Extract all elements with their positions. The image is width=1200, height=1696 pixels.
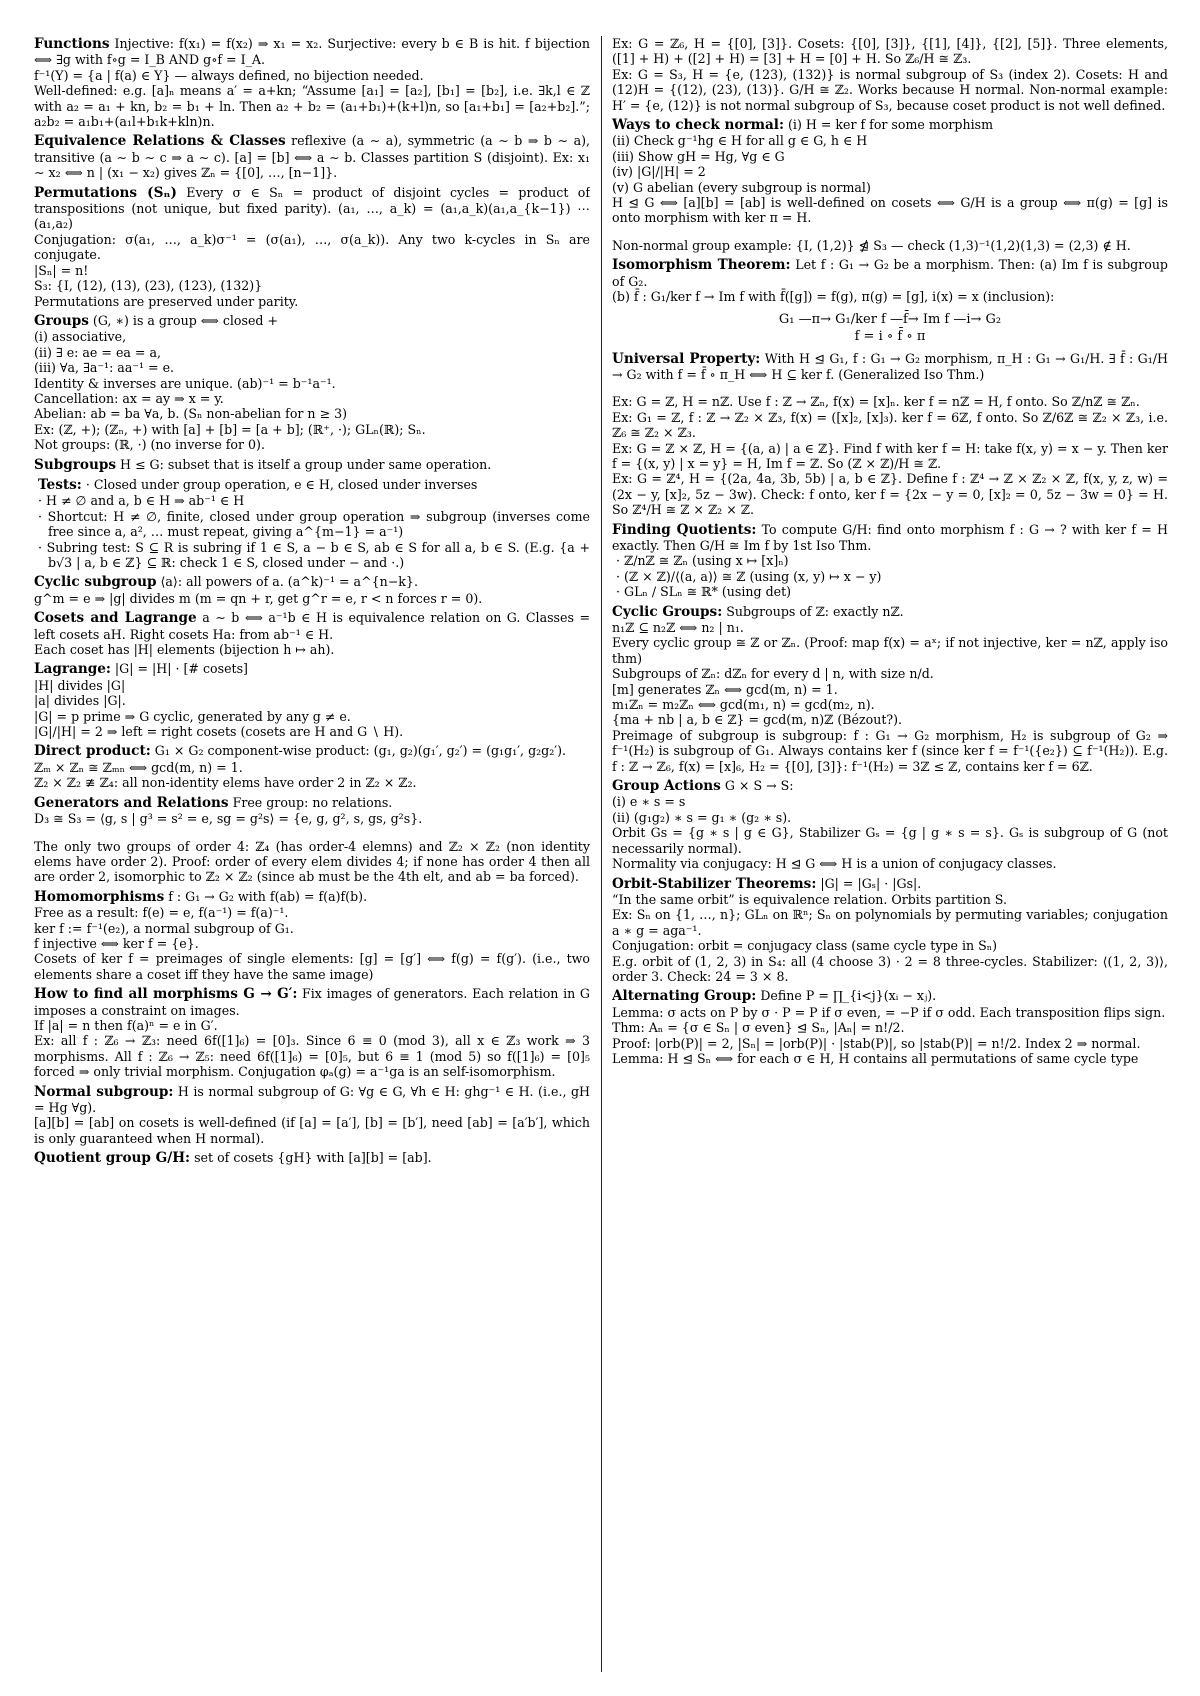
text-line	[612, 1005, 1168, 1020]
line-text: Lemma: H ⊴ Sₙ ⟺ for each σ ∈ H, H contains all permutations of same cycle type	[612, 1050, 1139, 1066]
text-line	[612, 825, 1168, 856]
line-text: Free as a result: f(e) = e, f(a⁻¹) = f(a)⁻¹.	[34, 905, 289, 921]
line-text: (b) f̄ : G₁/ker f → Im f with f̄([g]) = f(g), π(g) = [g], i(x) = x (inclusion):	[612, 289, 1055, 305]
text-line	[34, 437, 590, 452]
text-line	[612, 584, 1168, 599]
line-text: |Sₙ| = n!	[34, 262, 89, 278]
line-text: Identity & inverses are unique. (ab)⁻¹ = b⁻¹a⁻¹.	[34, 375, 336, 391]
line-text: Well-defined: e.g. [a]ₙ means a′ = a+kn; “Assume [a₁] = [a₂], [b₁] = [b₂], i.e. ∃k,l ∈ ℤ with a₂ = a₁ + kn, b₂ = b₁ + ln. Then a₂ + b₂ = (a₁+b₁)+(k+l)n, so [a₁+b₁] = [a₂+b₂].”; a₂b₂ = a₁b₁+(a₁l+b₁k+kln)n.	[34, 83, 590, 130]
line-text: H is normal subgroup of G: ∀g ∈ G, ∀h ∈ H: ghg⁻¹ ∈ H. (i.e., gH = Hg ∀g).	[34, 1083, 590, 1115]
section-tests	[34, 477, 590, 570]
spacer	[34, 827, 590, 839]
text-line	[34, 133, 590, 180]
line-text: Cosets of ker f = preimages of single elements: [g] = [g′] ⟺ f(g) = f(g′). (i.e., two elements share a coset iff they have the same image)	[34, 951, 590, 982]
left-column	[34, 36, 590, 1672]
line-text: G₁ × G₂ component-wise product: (g₁, g₂)(g₁′, g₂′) = (g₁g₁′, g₂g₂′).	[154, 743, 567, 759]
text-line	[612, 1036, 1168, 1051]
line-text: ℤₘ × ℤₙ ≅ ℤₘₙ ⟺ gcd(m, n) = 1.	[34, 759, 243, 775]
line-text: Thm: Aₙ = {σ ∈ Sₙ | σ even} ⊴ Sₙ, |Aₙ| = n!/2.	[612, 1020, 905, 1036]
text-line	[34, 457, 590, 473]
text-line	[34, 775, 590, 790]
line-text: [m] generates ℤₙ ⟺ gcd(m, n) = 1.	[612, 681, 838, 697]
line-text: Ex: G = ℤ × ℤ, H = {(a, a) | a ∈ ℤ}. Find f with ker f = H: take f(x, y) = x − y. Then ker f = {(x, y) | x = y} = H, Im f = ℤ. So (ℤ × ℤ)/H ≅ ℤ.	[612, 440, 1168, 471]
section-heading: Direct product:	[34, 743, 151, 760]
text-line	[34, 951, 590, 982]
line-text: Not groups: (ℝ, ·) (no inverse for 0).	[34, 437, 265, 453]
line-text: f⁻¹(Y) = {a | f(a) ∈ Y} — always defined, no bijection needed.	[34, 67, 424, 83]
section-untitled	[612, 36, 1168, 113]
section-heading: Tests:	[38, 476, 82, 493]
text-line	[612, 938, 1168, 953]
line-text: Abelian: ab = ba ∀a, b. (Sₙ non-abelian for n ≥ 3)	[34, 406, 348, 422]
text-line	[612, 238, 1168, 253]
section-equivalence-relations-classes	[34, 133, 590, 180]
line-text: S₃: {I, (12), (13), (23), (123), (132)}	[34, 278, 263, 294]
line-text: D₃ ≅ S₃ = ⟨g, s | g³ = s² = e, sg = g²s⟩ = {e, g, g², s, gs, g²s}.	[34, 811, 423, 827]
line-text: H ≤ G: subset that is itself a group under same operation.	[120, 456, 492, 472]
section-heading: Groups	[34, 312, 89, 329]
text-line	[34, 345, 590, 360]
line-text: Each coset has |H| elements (bijection h ↦ ah).	[34, 642, 335, 658]
text-line	[34, 83, 590, 129]
line-text: (iii) Show gH = Hg, ∀g ∈ G	[612, 148, 785, 164]
text-line	[612, 988, 1168, 1004]
text-line	[612, 876, 1168, 892]
text-line	[34, 232, 590, 263]
text-line	[34, 1033, 590, 1079]
section-heading: Generators and Relations	[34, 794, 229, 811]
section-heading: Equivalence Relations & Classes	[34, 133, 286, 150]
text-line	[612, 604, 1168, 620]
text-line	[34, 642, 590, 657]
line-text: To compute G/H: find onto morphism f : G → ? with ker f = H exactly. Then G/H ≅ Im f by 1st Iso Thm.	[612, 521, 1168, 553]
section-heading: Normal subgroup:	[34, 1083, 174, 1100]
section-heading: Finding Quotients:	[612, 521, 757, 538]
section-heading: Isomorphism Theorem:	[612, 257, 791, 274]
line-text: · H ≠ ∅ and a, b ∈ H ⇒ ab⁻¹ ∈ H	[38, 493, 245, 509]
section-heading: Group Actions	[612, 778, 721, 795]
text-line	[34, 661, 590, 677]
line-text: Ex: G = S₃, H = {e, (123), (132)} is normal subgroup of S₃ (index 2). Cosets: H and (12)H = {(12), (23), (13)}. G/H ≅ ℤ₂. Works because H normal. Non-normal example: H′ = {e, (12)} is not normal subgroup of S₃, because coset product is not well defined.	[612, 66, 1168, 113]
section-heading: Alternating Group:	[612, 988, 757, 1005]
line-text: The only two groups of order 4: ℤ₄ (has order-4 elemns) and ℤ₂ × ℤ₂ (non identity elems have order 2). Proof: order of every elem divides 4; if none has order 4 then all are order 2, isomorphic to ℤ₂ × ℤ₂ (since ab must be the 4th elt, and ab = ba forced).	[34, 838, 590, 885]
spacer	[612, 226, 1168, 238]
line-text: |G| = |H| · [# cosets]	[114, 661, 248, 677]
text-line	[34, 760, 590, 775]
section-groups	[34, 313, 590, 453]
section-heading: Cosets and Lagrange	[34, 610, 197, 627]
line-text: Let f : G₁ → G₂ be a morphism. Then: (a) Im f is subgroup of G₂.	[612, 257, 1168, 289]
text-line	[34, 406, 590, 421]
text-line	[34, 493, 590, 508]
line-text: |H| divides |G|	[34, 677, 126, 693]
text-line	[612, 195, 1168, 226]
line-text: Define P = ∏_{i<j}(xᵢ − xⱼ).	[760, 988, 937, 1004]
line-text: ker f := f⁻¹(e₂), a normal subgroup of G₁.	[34, 920, 294, 936]
section-heading: Ways to check normal:	[612, 117, 784, 134]
section-heading: Subgroups	[34, 456, 116, 473]
line-text: |a| divides |G|.	[34, 693, 126, 709]
line-text: (iii) ∀a, ∃a⁻¹: aa⁻¹ = e.	[34, 360, 175, 376]
line-text: f : G₁ → G₂ with f(ab) = f(a)f(b).	[168, 888, 368, 904]
text-line	[34, 329, 590, 344]
section-heading: Cyclic Groups:	[612, 603, 723, 620]
text-line	[612, 67, 1168, 113]
line-text: · Subring test: S ⊆ R is subring if 1 ∈ S, a − b ∈ S, ab ∈ S for all a, b ∈ S. (E.g. {a + b√3 | a, b ∈ ℤ} ⊆ ℝ: check 1 ∈ S, closed under − and ·.)	[38, 539, 590, 570]
line-text: (iv) |G|/|H| = 2	[612, 164, 706, 180]
diagram-composition: f = i ∘ f̄ ∘ π	[854, 328, 926, 344]
line-text: Subgroups of ℤₙ: dℤₙ for every d | n, with size n/d.	[612, 666, 934, 682]
text-line	[34, 68, 590, 83]
text-line	[612, 257, 1168, 289]
text-line	[612, 522, 1168, 554]
section-heading: Functions	[34, 36, 110, 52]
line-text: Lemma: σ acts on P by σ · P = P if σ even, = −P if σ odd. Each transposition flips sign.	[612, 1004, 1166, 1020]
line-text: Subgroups of ℤ: exactly nℤ.	[726, 603, 904, 619]
line-text: With H ⊴ G₁, f : G₁ → G₂ morphism, π_H : G₁ → G₁/H. ∃ f̄ : G₁/H → G₂ with f = f̄ ∘ π_H ⟺ H ⊆ ker f. (Generalized Iso Thm.)	[612, 350, 1168, 382]
text-line	[612, 666, 1168, 681]
line-text: Conjugation: σ(a₁, …, a_k)σ⁻¹ = (σ(a₁), …, σ(a_k)). Any two k-cycles in Sₙ are conjugate.	[34, 231, 590, 263]
line-text: G × S → S:	[724, 778, 794, 794]
text-line	[34, 986, 590, 1018]
text-line	[612, 180, 1168, 195]
text-line	[34, 391, 590, 406]
text-line	[612, 36, 1168, 67]
section-group-actions	[612, 778, 1168, 871]
line-text: Ex: all f : ℤ₆ → ℤ₃: need 6f([1]₆) = [0]₃. Since 6 ≡ 0 (mod 3), all x ∈ ℤ₃ work ⇒ 3 morphisms. All f : ℤ₆ → ℤ₅: need 6f([1]₆) = [0]₅, but 6 ≡ 1 (mod 5) so f([1]₆) = [0]₅ forced ⇒ only trivial morphism. Conjugation φₐ(g) = a⁻¹ga is an self-isomorphism.	[34, 1033, 590, 1080]
section-heading: Universal Property:	[612, 350, 761, 367]
text-line	[34, 263, 590, 278]
text-line	[34, 540, 590, 571]
line-text: (v) G abelian (every subgroup is normal)	[612, 179, 871, 195]
text-line	[34, 1018, 590, 1033]
text-line	[34, 422, 590, 437]
text-line	[34, 610, 590, 642]
section-functions	[34, 36, 590, 129]
line-text: set of cosets {gH} with [a][b] = [ab].	[194, 1150, 432, 1166]
text-line	[34, 574, 590, 590]
column-divider	[601, 36, 602, 1672]
text-line	[612, 133, 1168, 148]
text-line	[34, 509, 590, 540]
text-line	[612, 682, 1168, 697]
line-text: m₁ℤₙ = m₂ℤₙ ⟺ gcd(m₁, n) = gcd(m₂, n).	[612, 697, 875, 713]
text-line	[34, 693, 590, 708]
text-line	[612, 289, 1168, 304]
text-line	[34, 278, 590, 293]
line-text: If |a| = n then f(a)ⁿ = e in G′.	[34, 1017, 218, 1033]
section-heading: Orbit-Stabilizer Theorems:	[612, 875, 817, 892]
line-text: H ⊴ G ⟺ [a][b] = [ab] is well-defined on cosets ⟺ G/H is a group ⟺ π(g) = [g] is onto morphism with ker π = H.	[612, 195, 1168, 226]
line-text: (G, ∗) is a group ⟺ closed +	[92, 312, 279, 328]
section-subgroups	[34, 457, 590, 473]
text-line	[34, 936, 590, 951]
line-text: Fix images of generators. Each relation in G imposes a constraint on images.	[34, 986, 590, 1018]
section-homomorphisms	[34, 889, 590, 982]
line-text: Free group: no relations.	[232, 794, 393, 810]
line-text: · Shortcut: H ≠ ∅, finite, closed under group operation ⇒ subgroup (inverses come free since a, a², … must repeat, giving a^{m−1} = a⁻¹)	[38, 508, 590, 540]
text-line	[612, 351, 1168, 383]
line-text: Permutations are preserved under parity.	[34, 293, 299, 309]
line-text: Injective: f(x₁) = f(x₂) ⇒ x₁ = x₂. Surjective: every b ∈ B is hit. f bijection ⟺ ∃g with f∘g = I_B AND g∘f = I_A.	[34, 36, 590, 68]
section-finding-quotients	[612, 522, 1168, 600]
line-text: · GLₙ / SLₙ ≅ ℝ* (using det)	[616, 584, 792, 600]
text-line	[34, 376, 590, 391]
spacer	[612, 382, 1168, 394]
line-text: Every cyclic group ≅ ℤ or ℤₙ. (Proof: map f(x) = aˣ; if not injective, ker = nℤ, apply iso thm)	[612, 635, 1168, 666]
section-normal-subgroup	[34, 1084, 590, 1147]
cheat-sheet	[34, 36, 1170, 1672]
text-line	[612, 441, 1168, 472]
section-heading: Lagrange:	[34, 661, 111, 678]
text-line	[612, 149, 1168, 164]
line-text: (i) associative,	[34, 329, 127, 345]
text-line	[34, 795, 590, 811]
text-line	[612, 907, 1168, 938]
section-lagrange	[34, 661, 590, 739]
text-line	[34, 477, 590, 493]
line-text: Ex: G = ℤ, H = nℤ. Use f : ℤ → ℤₙ, f(x) = [x]ₙ. ker f = nℤ = H, f onto. So ℤ/nℤ ≅ ℤₙ.	[612, 394, 1140, 410]
line-text: Ex: G = ℤ⁴, H = {(2a, 4a, 3b, 5b) | a, b ∈ ℤ}. Define f : ℤ⁴ → ℤ × ℤ₂ × ℤ, f(x, y, z, w) = (2x − y, [x]₂, 5z − 3w). Check: f onto, ker f = {2x − y = 0, [x]₂ = 0, 5z − 3w = 0} = H. So ℤ⁴/H ≅ ℤ × ℤ₂ × ℤ.	[612, 471, 1168, 518]
text-line	[34, 36, 590, 68]
section-cyclic-subgroup	[34, 574, 590, 606]
text-line	[612, 569, 1168, 584]
line-text: Preimage of subgroup is subgroup: f : G₁ → G₂ morphism, H₂ is subgroup of G₂ ⇒ f⁻¹(H₂) is subgroup of G₁. Always contains ker f (since ker f = f⁻¹({e₂}) ⊆ f⁻¹(H₂)). E.g. f : ℤ → ℤ₆, f(x) = [x]₆, H₂ = {[0], [3]}: f⁻¹(H₂) = 3ℤ ≤ ℤ, contains ker f = 6ℤ.	[612, 727, 1168, 774]
line-text: Ex: G = ℤ₆, H = {[0], [3]}. Cosets: {[0], [3]}, {[1], [4]}, {[2], [5]}. Three elements, ([1] + H) + ([2] + H) = [3] + H = [0] + H. So ℤ₆/H ≅ ℤ₃.	[612, 36, 1168, 67]
section-cyclic-groups	[612, 604, 1168, 774]
section-orbit-stabilizer-theorems	[612, 876, 1168, 985]
text-line	[34, 724, 590, 739]
text-line	[612, 954, 1168, 985]
section-cosets-and-lagrange	[34, 610, 590, 657]
line-text: · ℤ/nℤ ≅ ℤₙ (using x ↦ [x]ₙ)	[616, 553, 789, 569]
text-line	[34, 709, 590, 724]
line-text: Ex: Sₙ on {1, …, n}; GLₙ on ℝⁿ; Sₙ on polynomials by permuting variables; conjugation a ∗ g = aga⁻¹.	[612, 907, 1168, 938]
line-text: n₁ℤ ⊆ n₂ℤ ⟺ n₂ | n₁.	[612, 620, 744, 635]
text-line	[34, 1115, 590, 1146]
line-text: ⟨a⟩: all powers of a. (a^k)⁻¹ = a^{n−k}.	[160, 574, 418, 590]
text-line	[612, 697, 1168, 712]
text-line	[612, 810, 1168, 825]
line-text: f injective ⟺ ker f = {e}.	[34, 935, 199, 951]
text-line	[612, 164, 1168, 179]
right-column	[612, 36, 1168, 1672]
text-line	[612, 892, 1168, 907]
text-line	[612, 471, 1168, 517]
section-generators-and-relations	[34, 795, 590, 885]
line-text: Non-normal group example: {I, (1,2)} ⋬ S₃ — check (1,3)⁻¹(1,2)(1,3) = (2,3) ∉ H.	[612, 237, 1131, 253]
line-text: (ii) ∃ e: ae = ea = a,	[34, 344, 161, 360]
line-text: (i) H = ker f for some morphism	[788, 117, 994, 133]
line-text: Proof: |orb(P)| = 2, |Sₙ| = |orb(P)| · |stab(P)|, so |stab(P)| = n!/2. Index 2 ⇒ normal.	[612, 1035, 1141, 1051]
text-line	[34, 313, 590, 329]
text-line	[34, 591, 590, 606]
line-text: Orbit Gs = {g ∗ s | g ∈ G}, Stabilizer Gₛ = {g | g ∗ s = s}. Gₛ is subgroup of G (not necessarily normal).	[612, 825, 1168, 856]
section-universal-property	[612, 351, 1168, 518]
text-line	[34, 360, 590, 375]
text-line	[34, 839, 590, 885]
text-line	[612, 635, 1168, 666]
text-line	[612, 620, 1168, 635]
line-text: Cancellation: ax = ay ⇒ x = y.	[34, 390, 224, 406]
section-heading: Homomorphisms	[34, 888, 165, 905]
section-heading: Quotient group G/H:	[34, 1150, 191, 1167]
line-text: “In the same orbit” is equivalence relation. Orbits partition S.	[612, 891, 1007, 907]
line-text: |G| = |Gₛ| · |Gs|.	[820, 875, 922, 891]
text-line	[612, 856, 1168, 871]
text-line	[34, 889, 590, 905]
line-text: (ii) Check g⁻¹hg ∈ H for all g ∈ G, h ∈ H	[612, 133, 868, 149]
text-line	[34, 905, 590, 920]
line-text: ℤ₂ × ℤ₂ ≇ ℤ₄: all non-identity elems have order 2 in ℤ₂ × ℤ₂.	[34, 775, 417, 791]
section-alternating-group	[612, 988, 1168, 1066]
text-line	[34, 1084, 590, 1116]
line-text: · Closed under group operation, e ∈ H, closed under inverses	[85, 476, 478, 492]
text-line	[612, 117, 1168, 133]
line-text: E.g. orbit of (1, 2, 3) in S₄: all (4 choose 3) · 2 = 8 three-cycles. Stabilizer: ⟨(1, 2, 3)⟩, order 3. Check: 24 = 3 × 8.	[612, 953, 1168, 984]
line-text: (i) e ∗ s = s	[612, 794, 686, 810]
line-text: Normality via conjugacy: H ⊴ G ⟺ H is a union of conjugacy classes.	[612, 856, 1057, 872]
line-text: [a][b] = [ab] on cosets is well-defined (if [a] = [a′], [b] = [b′], need [ab] = [a′b′], which is only guaranteed when H normal).	[34, 1115, 590, 1146]
iso-commutative-diagram	[612, 311, 1168, 345]
text-line	[34, 1150, 590, 1166]
text-line	[612, 394, 1168, 409]
line-text: |G| = p prime ⇒ G cyclic, generated by any g ≠ e.	[34, 708, 351, 724]
text-line	[612, 1051, 1168, 1066]
line-text: reflexive (a ∼ a), symmetric (a ∼ b ⇒ b ∼ a), transitive (a ∼ b ∼ c ⇒ a ∼ c). [a] = [b] ⟺ a ∼ b. Classes partition S (disjoint). Ex: x₁ ∼ x₂ ⟺ n | (x₁ − x₂) gives ℤₙ = {[0], …, [n−1]}.	[34, 133, 590, 181]
line-text: (ii) (g₁g₂) ∗ s = g₁ ∗ (g₂ ∗ s).	[612, 809, 792, 825]
section-heading: How to find all morphisms G → G′:	[34, 986, 298, 1003]
section-permutations-s	[34, 185, 590, 309]
section-direct-product	[34, 743, 590, 790]
line-text: {ma + nb | a, b ∈ ℤ} = gcd(m, n)ℤ (Bézout?).	[612, 712, 903, 728]
line-text: |G|/|H| = 2 ⇒ left = right cosets (cosets are H and G ∖ H).	[34, 724, 404, 740]
line-text: a ∼ b ⟺ a⁻¹b ∈ H is equivalence relation on G. Classes = left cosets aH. Right cosets Ha: from ab⁻¹ ∈ H.	[34, 610, 590, 642]
text-line	[612, 728, 1168, 774]
section-how-to-find-all-morphisms-g-g	[34, 986, 590, 1079]
text-line	[612, 794, 1168, 809]
diagram-chain: G₁ —π→ G₁/ker f —f̄→ Im f —i→ G₂	[778, 311, 1002, 327]
section-heading: Cyclic subgroup	[34, 574, 157, 591]
text-line	[34, 743, 590, 759]
text-line	[612, 1020, 1168, 1035]
section-ways-to-check-normal	[612, 117, 1168, 253]
line-text: Ex: (ℤ, +); (ℤₙ, +) with [a] + [b] = [a + b]; (ℝ⁺, ·); GLₙ(ℝ); Sₙ.	[34, 421, 426, 437]
text-line	[34, 811, 590, 826]
text-line	[612, 712, 1168, 727]
text-line	[612, 778, 1168, 794]
section-heading: Permutations (Sₙ)	[34, 184, 177, 201]
text-line	[34, 185, 590, 232]
line-text: Ex: G₁ = ℤ, f : ℤ → ℤ₂ × ℤ₃, f(x) = ([x]₂, [x]₃). ker f = 6ℤ, f onto. So ℤ/6ℤ ≅ ℤ₂ × ℤ₃, i.e. ℤ₆ ≅ ℤ₂ × ℤ₃.	[612, 409, 1168, 441]
text-line	[34, 921, 590, 936]
line-text: Conjugation: orbit = conjugacy class (same cycle type in Sₙ)	[612, 938, 998, 954]
text-line	[612, 553, 1168, 568]
section-isomorphism-theorem	[612, 257, 1168, 304]
text-line	[34, 678, 590, 693]
line-text: g^m = e ⇒ |g| divides m (m = qn + r, get g^r = e, r < n forces r = 0).	[34, 590, 483, 606]
line-text: Every σ ∈ Sₙ = product of disjoint cycles = product of transpositions (not unique, but fixed parity). (a₁, …, a_k) = (a₁,a_k)(a₁,a_{k−1}) ⋯ (a₁,a₂)	[34, 184, 590, 232]
text-line	[612, 410, 1168, 441]
line-text: · (ℤ × ℤ)/⟨(a, a)⟩ ≅ ℤ (using (x, y) ↦ x − y)	[616, 568, 882, 584]
section-quotient-group-g-h	[34, 1150, 590, 1166]
text-line	[34, 294, 590, 309]
